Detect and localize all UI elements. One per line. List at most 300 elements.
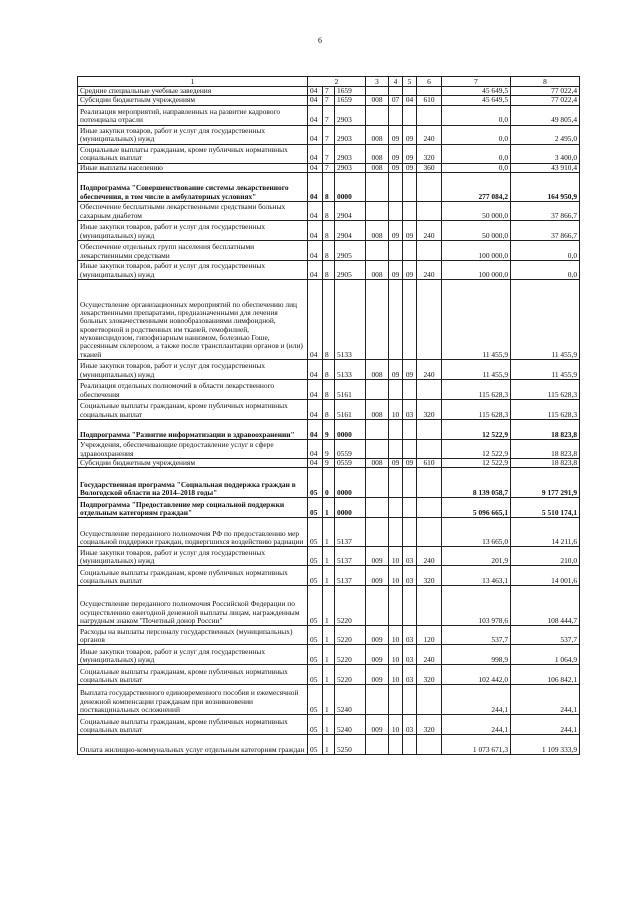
code-expense-type (417, 240, 442, 260)
code-ministry (366, 518, 389, 547)
row-name: Государственная программа "Социальная поддержка граждан в Вологодской области на 2014–2018 годы" (78, 468, 308, 498)
code-subsection: 9 (323, 458, 335, 467)
row-name: Учреждения, обеспечивающие предоставление услуг в сфере здравоохранения (78, 439, 308, 458)
code-subsection: 1 (323, 586, 335, 626)
code-section: 04 (308, 163, 323, 172)
table-row (78, 96, 580, 105)
code-division: 09 (389, 144, 403, 163)
code-ministry: 009 (366, 715, 389, 735)
code-ministry: 008 (366, 144, 389, 163)
table-row (78, 468, 580, 498)
row-name: Расходы на выплаты персоналу государственных (муниципальных) органов (78, 626, 308, 645)
code-subsection: 1 (323, 547, 335, 566)
table-row (78, 144, 580, 163)
table-row (78, 125, 580, 144)
amount-col-8: 11 455,9 (511, 279, 580, 359)
code-subdivision (403, 379, 417, 399)
table-row (78, 439, 580, 458)
code-subsection: 7 (323, 144, 335, 163)
table-row (78, 240, 580, 260)
code-section: 04 (308, 240, 323, 260)
code-section: 04 (308, 96, 323, 105)
code-subsection: 1 (323, 665, 335, 685)
code-subdivision (403, 586, 417, 626)
code-subsection: 1 (323, 518, 335, 547)
code-expense-type: 240 (417, 260, 442, 279)
code-division: 07 (389, 96, 403, 105)
code-section: 04 (308, 125, 323, 144)
code-division (389, 419, 403, 439)
code-subsection: 8 (323, 220, 335, 240)
amount-col-7: 0,0 (442, 144, 511, 163)
header-col-8: 8 (511, 77, 580, 87)
code-section: 05 (308, 715, 323, 735)
amount-col-7: 50 000,0 (442, 201, 511, 220)
code-ministry (366, 87, 389, 96)
code-ministry: 008 (366, 399, 389, 419)
code-section: 05 (308, 735, 323, 755)
code-subsection: 9 (323, 439, 335, 458)
row-name: Подпрограмма "Предоставление мер социальной поддержки отдельным категориям граждан" (78, 498, 308, 518)
code-subdivision (403, 87, 417, 96)
amount-col-8: 2 495,0 (511, 125, 580, 144)
code-division (389, 586, 403, 626)
code-ministry: 008 (366, 163, 389, 172)
code-target: 0000 (335, 419, 366, 439)
code-subsection: 1 (323, 626, 335, 645)
code-division (389, 685, 403, 715)
code-section: 05 (308, 498, 323, 518)
header-row (78, 77, 580, 87)
code-expense-type (417, 279, 442, 359)
code-ministry (366, 439, 389, 458)
table-row (78, 665, 580, 685)
code-subsection: 1 (323, 685, 335, 715)
code-subsection: 8 (323, 279, 335, 359)
code-subdivision (403, 172, 417, 201)
code-section: 05 (308, 468, 323, 498)
code-ministry: 008 (366, 96, 389, 105)
table-row (78, 566, 580, 586)
row-name: Иные закупки товаров, работ и услуг для государственных (муниципальных) нужд (78, 645, 308, 665)
code-ministry (366, 498, 389, 518)
code-division: 10 (389, 665, 403, 685)
code-target: 0000 (335, 172, 366, 201)
code-ministry: 009 (366, 626, 389, 645)
code-section: 04 (308, 87, 323, 96)
table-row (78, 419, 580, 439)
code-subsection: 9 (323, 419, 335, 439)
code-target: 0000 (335, 468, 366, 498)
row-name: Иные закупки товаров, работ и услуг для государственных (муниципальных) нужд (78, 260, 308, 279)
code-subsection: 7 (323, 163, 335, 172)
code-subdivision: 03 (403, 626, 417, 645)
row-name: Средние специальные учебные заведения (78, 87, 308, 96)
amount-col-8: 18 823,8 (511, 439, 580, 458)
amount-col-7: 45 649,5 (442, 96, 511, 105)
code-division: 10 (389, 645, 403, 665)
code-subdivision (403, 735, 417, 755)
table-row (78, 685, 580, 715)
code-expense-type (417, 685, 442, 715)
code-expense-type (417, 468, 442, 498)
code-subsection: 1 (323, 715, 335, 735)
code-expense-type: 610 (417, 96, 442, 105)
code-expense-type: 360 (417, 163, 442, 172)
table-header (78, 77, 580, 87)
code-section: 05 (308, 518, 323, 547)
code-target: 5133 (335, 279, 366, 359)
amount-col-7: 50 000,0 (442, 220, 511, 240)
code-expense-type (417, 201, 442, 220)
code-expense-type: 320 (417, 665, 442, 685)
code-section: 05 (308, 685, 323, 715)
amount-col-8: 49 805,4 (511, 105, 580, 125)
header-col-4: 4 (389, 77, 403, 87)
code-expense-type (417, 105, 442, 125)
code-division: 09 (389, 260, 403, 279)
code-section: 04 (308, 359, 323, 379)
code-division: 10 (389, 547, 403, 566)
code-ministry (366, 172, 389, 201)
code-target: 5240 (335, 685, 366, 715)
row-name: Реализация отдельных полномочий в области лекарственного обеспечения (78, 379, 308, 399)
amount-col-8: 210,0 (511, 547, 580, 566)
row-name: Подпрограмма "Развитие информатизации в здравоохранении" (78, 419, 308, 439)
code-subdivision: 04 (403, 96, 417, 105)
amount-col-7: 102 442,0 (442, 665, 511, 685)
code-ministry: 009 (366, 566, 389, 586)
code-subdivision: 09 (403, 125, 417, 144)
table-row (78, 163, 580, 172)
amount-col-7: 201,9 (442, 547, 511, 566)
code-section: 04 (308, 439, 323, 458)
amount-col-7: 0,0 (442, 125, 511, 144)
code-subdivision (403, 419, 417, 439)
amount-col-7: 5 096 665,1 (442, 498, 511, 518)
code-subsection: 1 (323, 498, 335, 518)
code-target: 5220 (335, 665, 366, 685)
code-division (389, 735, 403, 755)
amount-col-7: 13 463,1 (442, 566, 511, 586)
amount-col-8: 43 910,4 (511, 163, 580, 172)
code-subdivision (403, 201, 417, 220)
code-expense-type (417, 87, 442, 96)
table-row (78, 518, 580, 547)
row-name: Выплата государственного единовременного пособия и ежемесячной денежной компенсации гражданам при возникновении поствакцинальных осложнений (78, 685, 308, 715)
row-name: Субсидии бюджетным учреждениям (78, 458, 308, 467)
code-division (389, 498, 403, 518)
code-subsection: 7 (323, 125, 335, 144)
amount-col-8: 14 001,6 (511, 566, 580, 586)
code-target: 0559 (335, 458, 366, 467)
code-target: 2903 (335, 105, 366, 125)
code-subdivision (403, 105, 417, 125)
code-ministry (366, 105, 389, 125)
code-expense-type: 240 (417, 547, 442, 566)
code-division: 10 (389, 626, 403, 645)
code-subdivision (403, 498, 417, 518)
code-division (389, 518, 403, 547)
code-subdivision (403, 279, 417, 359)
code-division (389, 240, 403, 260)
amount-col-8: 5 510 174,1 (511, 498, 580, 518)
code-target: 0559 (335, 439, 366, 458)
code-ministry (366, 379, 389, 399)
code-ministry: 009 (366, 645, 389, 665)
amount-col-8: 244,1 (511, 715, 580, 735)
code-ministry: 008 (366, 220, 389, 240)
row-name: Социальные выплаты гражданам, кроме публичных нормативных социальных выплат (78, 566, 308, 586)
code-subdivision: 09 (403, 260, 417, 279)
budget-table (77, 76, 580, 755)
code-division (389, 379, 403, 399)
code-division: 10 (389, 566, 403, 586)
amount-col-7: 12 522,9 (442, 419, 511, 439)
code-target: 5137 (335, 566, 366, 586)
amount-col-8: 0,0 (511, 260, 580, 279)
amount-col-7: 277 084,2 (442, 172, 511, 201)
code-subsection: 1 (323, 735, 335, 755)
amount-col-7: 103 978,6 (442, 586, 511, 626)
amount-col-8: 106 842,1 (511, 665, 580, 685)
amount-col-8: 537,7 (511, 626, 580, 645)
amount-col-7: 100 000,0 (442, 260, 511, 279)
table-row (78, 626, 580, 645)
code-subdivision: 03 (403, 665, 417, 685)
code-ministry (366, 419, 389, 439)
amount-col-7: 11 455,9 (442, 359, 511, 379)
row-name: Социальные выплаты гражданам, кроме публичных нормативных социальных выплат (78, 399, 308, 419)
code-target: 1659 (335, 96, 366, 105)
table-row (78, 359, 580, 379)
code-expense-type (417, 419, 442, 439)
header-col-3: 3 (366, 77, 389, 87)
code-division (389, 172, 403, 201)
code-subsection: 0 (323, 468, 335, 498)
amount-col-8: 18 823,8 (511, 419, 580, 439)
amount-col-8: 77 022,4 (511, 87, 580, 96)
table-row (78, 586, 580, 626)
code-subdivision: 09 (403, 220, 417, 240)
code-section: 05 (308, 645, 323, 665)
amount-col-8: 37 866,7 (511, 201, 580, 220)
code-section: 04 (308, 279, 323, 359)
header-col-2: 2 (308, 77, 366, 87)
code-subdivision (403, 518, 417, 547)
amount-col-7: 998,9 (442, 645, 511, 665)
amount-col-7: 13 665,0 (442, 518, 511, 547)
code-subsection: 8 (323, 379, 335, 399)
amount-col-7: 0,0 (442, 105, 511, 125)
code-division: 09 (389, 125, 403, 144)
code-section: 05 (308, 547, 323, 566)
amount-col-8: 164 950,9 (511, 172, 580, 201)
table-row (78, 715, 580, 735)
code-expense-type (417, 439, 442, 458)
code-section: 04 (308, 379, 323, 399)
code-division (389, 105, 403, 125)
amount-col-8: 3 400,0 (511, 144, 580, 163)
code-subsection: 8 (323, 240, 335, 260)
table-row (78, 399, 580, 419)
table-row (78, 645, 580, 665)
code-target: 5240 (335, 715, 366, 735)
row-name: Иные закупки товаров, работ и услуг для государственных (муниципальных) нужд (78, 547, 308, 566)
row-name: Реализация мероприятий, направленных на развитие кадрового потенциала отрасли (78, 105, 308, 125)
code-target: 2905 (335, 240, 366, 260)
code-subsection: 8 (323, 359, 335, 379)
code-expense-type: 320 (417, 144, 442, 163)
table-row (78, 260, 580, 279)
header-col-7: 7 (442, 77, 511, 87)
amount-col-8: 9 177 291,9 (511, 468, 580, 498)
code-subdivision (403, 685, 417, 715)
code-ministry: 008 (366, 260, 389, 279)
amount-col-8: 115 628,3 (511, 379, 580, 399)
table-row (78, 87, 580, 96)
code-subdivision: 09 (403, 163, 417, 172)
amount-col-8: 14 211,6 (511, 518, 580, 547)
code-subsection: 7 (323, 96, 335, 105)
table-row (78, 220, 580, 240)
amount-col-8: 1 109 333,9 (511, 735, 580, 755)
code-ministry (366, 279, 389, 359)
code-expense-type: 320 (417, 566, 442, 586)
code-ministry: 009 (366, 547, 389, 566)
code-division: 09 (389, 163, 403, 172)
code-target: 5250 (335, 735, 366, 755)
code-subdivision: 09 (403, 359, 417, 379)
code-target: 1659 (335, 87, 366, 96)
amount-col-8: 115 628,3 (511, 399, 580, 419)
table-row (78, 498, 580, 518)
code-section: 04 (308, 260, 323, 279)
code-division: 09 (389, 359, 403, 379)
row-name: Социальные выплаты гражданам, кроме публичных нормативных социальных выплат (78, 144, 308, 163)
code-division (389, 279, 403, 359)
row-name: Иные закупки товаров, работ и услуг для государственных (муниципальных) нужд (78, 220, 308, 240)
row-name: Подпрограмма "Совершенствование системы лекарственного обеспечения, в том числе в амбулаторных условиях" (78, 172, 308, 201)
header-col-1: 1 (78, 77, 308, 87)
table-row (78, 547, 580, 566)
code-subdivision (403, 240, 417, 260)
row-name: Социальные выплаты гражданам, кроме публичных нормативных социальных выплат (78, 715, 308, 735)
code-subsection: 7 (323, 105, 335, 125)
amount-col-8: 11 455,9 (511, 359, 580, 379)
row-name: Осуществление переданного полномочия Российской Федерации по осуществлению ежегодной денежной выплаты лицам, награжденным нагрудным знаком "Почетный донор России" (78, 586, 308, 626)
amount-col-8: 1 064,9 (511, 645, 580, 665)
code-subdivision (403, 439, 417, 458)
amount-col-7: 12 522,9 (442, 439, 511, 458)
code-division: 09 (389, 458, 403, 467)
code-expense-type: 120 (417, 626, 442, 645)
code-expense-type: 240 (417, 220, 442, 240)
amount-col-7: 244,1 (442, 685, 511, 715)
amount-col-7: 45 649,5 (442, 87, 511, 96)
code-subdivision: 03 (403, 399, 417, 419)
row-name: Иные закупки товаров, работ и услуг для государственных (муниципальных) нужд (78, 359, 308, 379)
code-ministry: 008 (366, 458, 389, 467)
code-target: 2903 (335, 144, 366, 163)
page-number: 6 (318, 36, 322, 45)
table-body (78, 87, 580, 755)
code-ministry (366, 201, 389, 220)
code-section: 05 (308, 586, 323, 626)
amount-col-7: 11 455,9 (442, 279, 511, 359)
amount-col-8: 18 823,8 (511, 458, 580, 467)
code-subdivision (403, 468, 417, 498)
code-ministry (366, 735, 389, 755)
amount-col-7: 115 628,3 (442, 399, 511, 419)
row-name: Обеспечение отдельных групп населения бесплатными лекарственными средствами (78, 240, 308, 260)
code-section: 05 (308, 566, 323, 586)
amount-col-8: 244,1 (511, 685, 580, 715)
code-target: 5161 (335, 379, 366, 399)
amount-col-7: 100 000,0 (442, 240, 511, 260)
code-subsection: 8 (323, 260, 335, 279)
code-expense-type (417, 498, 442, 518)
amount-col-8: 108 444,7 (511, 586, 580, 626)
row-name: Обеспечение бесплатными лекарственными средствами больных сахарным диабетом (78, 201, 308, 220)
amount-col-7: 537,7 (442, 626, 511, 645)
code-target: 5133 (335, 359, 366, 379)
code-ministry: 008 (366, 125, 389, 144)
row-name: Осуществление переданного полномочия РФ по предоставлению мер социальной поддержки граждан, подвергшихся воздействию радиации (78, 518, 308, 547)
code-division: 09 (389, 220, 403, 240)
code-target: 2904 (335, 201, 366, 220)
code-section: 05 (308, 626, 323, 645)
code-subsection: 8 (323, 172, 335, 201)
code-section: 05 (308, 665, 323, 685)
code-expense-type: 240 (417, 359, 442, 379)
code-ministry: 008 (366, 359, 389, 379)
code-subsection: 8 (323, 201, 335, 220)
table-row (78, 105, 580, 125)
code-ministry (366, 468, 389, 498)
amount-col-7: 115 628,3 (442, 379, 511, 399)
code-division: 10 (389, 715, 403, 735)
code-ministry: 009 (366, 665, 389, 685)
code-target: 2903 (335, 163, 366, 172)
amount-col-8: 37 866,7 (511, 220, 580, 240)
row-name: Иные закупки товаров, работ и услуг для государственных (муниципальных) нужд (78, 125, 308, 144)
code-section: 04 (308, 105, 323, 125)
code-ministry (366, 586, 389, 626)
code-section: 04 (308, 172, 323, 201)
code-target: 5137 (335, 518, 366, 547)
table-row (78, 458, 580, 467)
code-division (389, 468, 403, 498)
amount-col-7: 8 139 058,7 (442, 468, 511, 498)
code-subdivision: 03 (403, 715, 417, 735)
table-row (78, 172, 580, 201)
code-target: 2903 (335, 125, 366, 144)
code-section: 04 (308, 220, 323, 240)
code-subdivision: 03 (403, 547, 417, 566)
amount-col-8: 77 022,4 (511, 96, 580, 105)
code-expense-type (417, 586, 442, 626)
table-row (78, 201, 580, 220)
code-target: 5137 (335, 547, 366, 566)
code-division (389, 439, 403, 458)
code-section: 04 (308, 144, 323, 163)
code-target: 5220 (335, 626, 366, 645)
row-name: Иные выплаты населению (78, 163, 308, 172)
table-row (78, 735, 580, 755)
code-expense-type (417, 379, 442, 399)
code-subsection: 8 (323, 399, 335, 419)
